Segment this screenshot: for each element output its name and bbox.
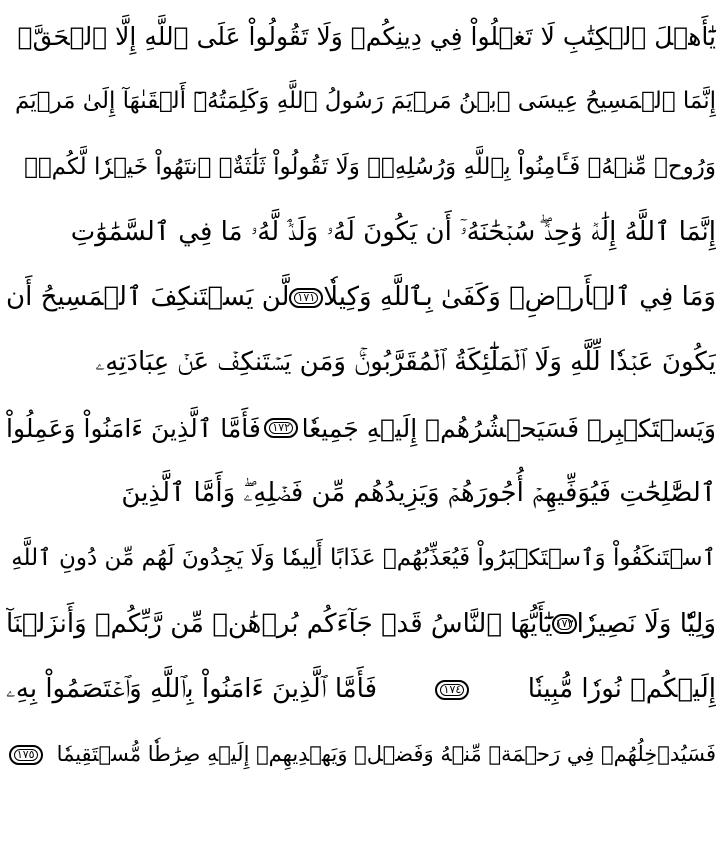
ayah-number-marker	[435, 680, 469, 700]
verse-text: وَلِيّٗا وَلَا نَصِيرٗا	[576, 608, 716, 639]
ayah-number-marker	[9, 745, 43, 765]
verse-text: إِنَّمَا ٱلۡمَسِيحُ عِيسَى ٱبۡنُ مَرۡيَمَ رَسُولُ ٱللَّهِ وَكَلِمَتُهُۥٓ أَلۡقَىٰهَآ إِلَىٰ مَرۡيَمَ	[14, 88, 716, 115]
verse-text: يَكُونَ عَبۡدٗا لِّلَّهِ وَلَا ٱلۡمَلَٰٓئِكَةُ ٱلۡمُقَرَّبُونَۚ وَمَن يَسۡتَنكِفۡ عَنۡ عِبَادَتِهِۦ	[95, 347, 716, 378]
verse-line	[6, 200, 716, 265]
verse-text: وَيَسۡتَكۡبِرۡ فَسَيَحۡشُرُهُمۡ إِلَيۡهِ جَمِيعٗا	[301, 413, 716, 443]
verse-line	[6, 330, 716, 395]
ayah-number-marker	[552, 614, 576, 634]
ayah-number-marker	[289, 288, 323, 308]
verse-text: لَّن يَسۡتَنكِفَ ٱلۡمَسِيحُ أَن	[6, 282, 290, 313]
verse-text: ٱسۡتَنكَفُواْ وَٱسۡتَكۡبَرُواْ فَيُعَذِّبُهُمۡ عَذَابًا أَلِيمٗا وَلَا يَجِدُونَ لَهُم مِّن دُونِ ٱللَّهِ	[11, 545, 716, 572]
verse-text: فَسَيُدۡخِلُهُمۡ فِي رَحۡمَةٖ مِّنۡهُ وَفَضۡلٖ وَيَهۡدِيهِمۡ إِلَيۡهِ صِرَٰطٗا مُّسۡتَقِيمٗا	[56, 742, 716, 767]
ayah-number: ١٧٢	[272, 421, 291, 435]
verse-text: يَٰٓأَهۡلَ ٱلۡكِتَٰبِ لَا تَغۡلُواْ فِي دِينِكُمۡ وَلَا تَقُولُواْ عَلَى ٱللَّهِ إِلَّا ٱلۡحَقَّۚ	[17, 22, 716, 51]
ayah-number: ١٧١	[297, 290, 316, 304]
verse-text: ٱلصَّٰلِحَٰتِ فَيُوَفِّيهِمۡ أُجُورَهُمۡ وَيَزِيدُهُم مِّن فَضۡلِهِۦۖ وَأَمَّا ٱلَّذِينَ	[121, 478, 716, 509]
ayah-number-marker	[264, 418, 298, 438]
verse-line	[6, 265, 716, 330]
verse-text: إِنَّمَا ٱللَّهُ إِلَٰهٞ وَٰحِدٞۖ سُبۡحَٰنَهُۥٓ أَن يَكُونَ لَهُۥ وَلَدٞۘ لَّهُۥ مَا فِي ٱلسَّمَٰوَٰتِ	[70, 216, 716, 247]
verse-text: وَرُوحٞ مِّنۡهُۖ فَـَٔامِنُواْ بِٱللَّهِ وَرُسُلِهِۦۖ وَلَا تَقُولُواْ ثَلَٰثَةٌۚ ٱنتَهُواْ خَيۡرٗا لَّكُمۡۚ	[24, 153, 716, 180]
verse-text: فَأَمَّا ٱلَّذِينَ ءَامَنُواْ بِٱللَّهِ وَٱعۡتَصَمُواْ بِهِۦ	[6, 673, 378, 704]
verse-line	[6, 657, 716, 722]
verse-line	[6, 461, 716, 526]
verse-line	[6, 396, 716, 461]
ayah-number: ١٧٣	[555, 617, 574, 631]
verse-line	[6, 722, 716, 787]
verse-text: وَمَا فِي ٱلۡأَرۡضِۗ وَكَفَىٰ بِٱللَّهِ وَكِيلٗا	[323, 282, 716, 313]
ayah-number: ١٧٤	[443, 682, 462, 696]
ayah-number: ١٧٥	[16, 747, 35, 761]
verse-text: إِلَيۡكُمۡ نُورٗا مُّبِينٗا	[527, 673, 716, 704]
verse-line	[6, 69, 716, 134]
verse-line	[6, 4, 716, 69]
verse-line	[6, 592, 716, 657]
verse-text: يَٰٓأَيُّهَا ٱلنَّاسُ قَدۡ جَآءَكُم بُرۡهَٰنٞ مِّن رَّبِّكُمۡ وَأَنزَلۡنَآ	[6, 608, 553, 639]
verse-line	[6, 526, 716, 591]
verse-line	[6, 135, 716, 200]
verse-text: فَأَمَّا ٱلَّذِينَ ءَامَنُواْ وَعَمِلُواْ	[6, 413, 261, 443]
